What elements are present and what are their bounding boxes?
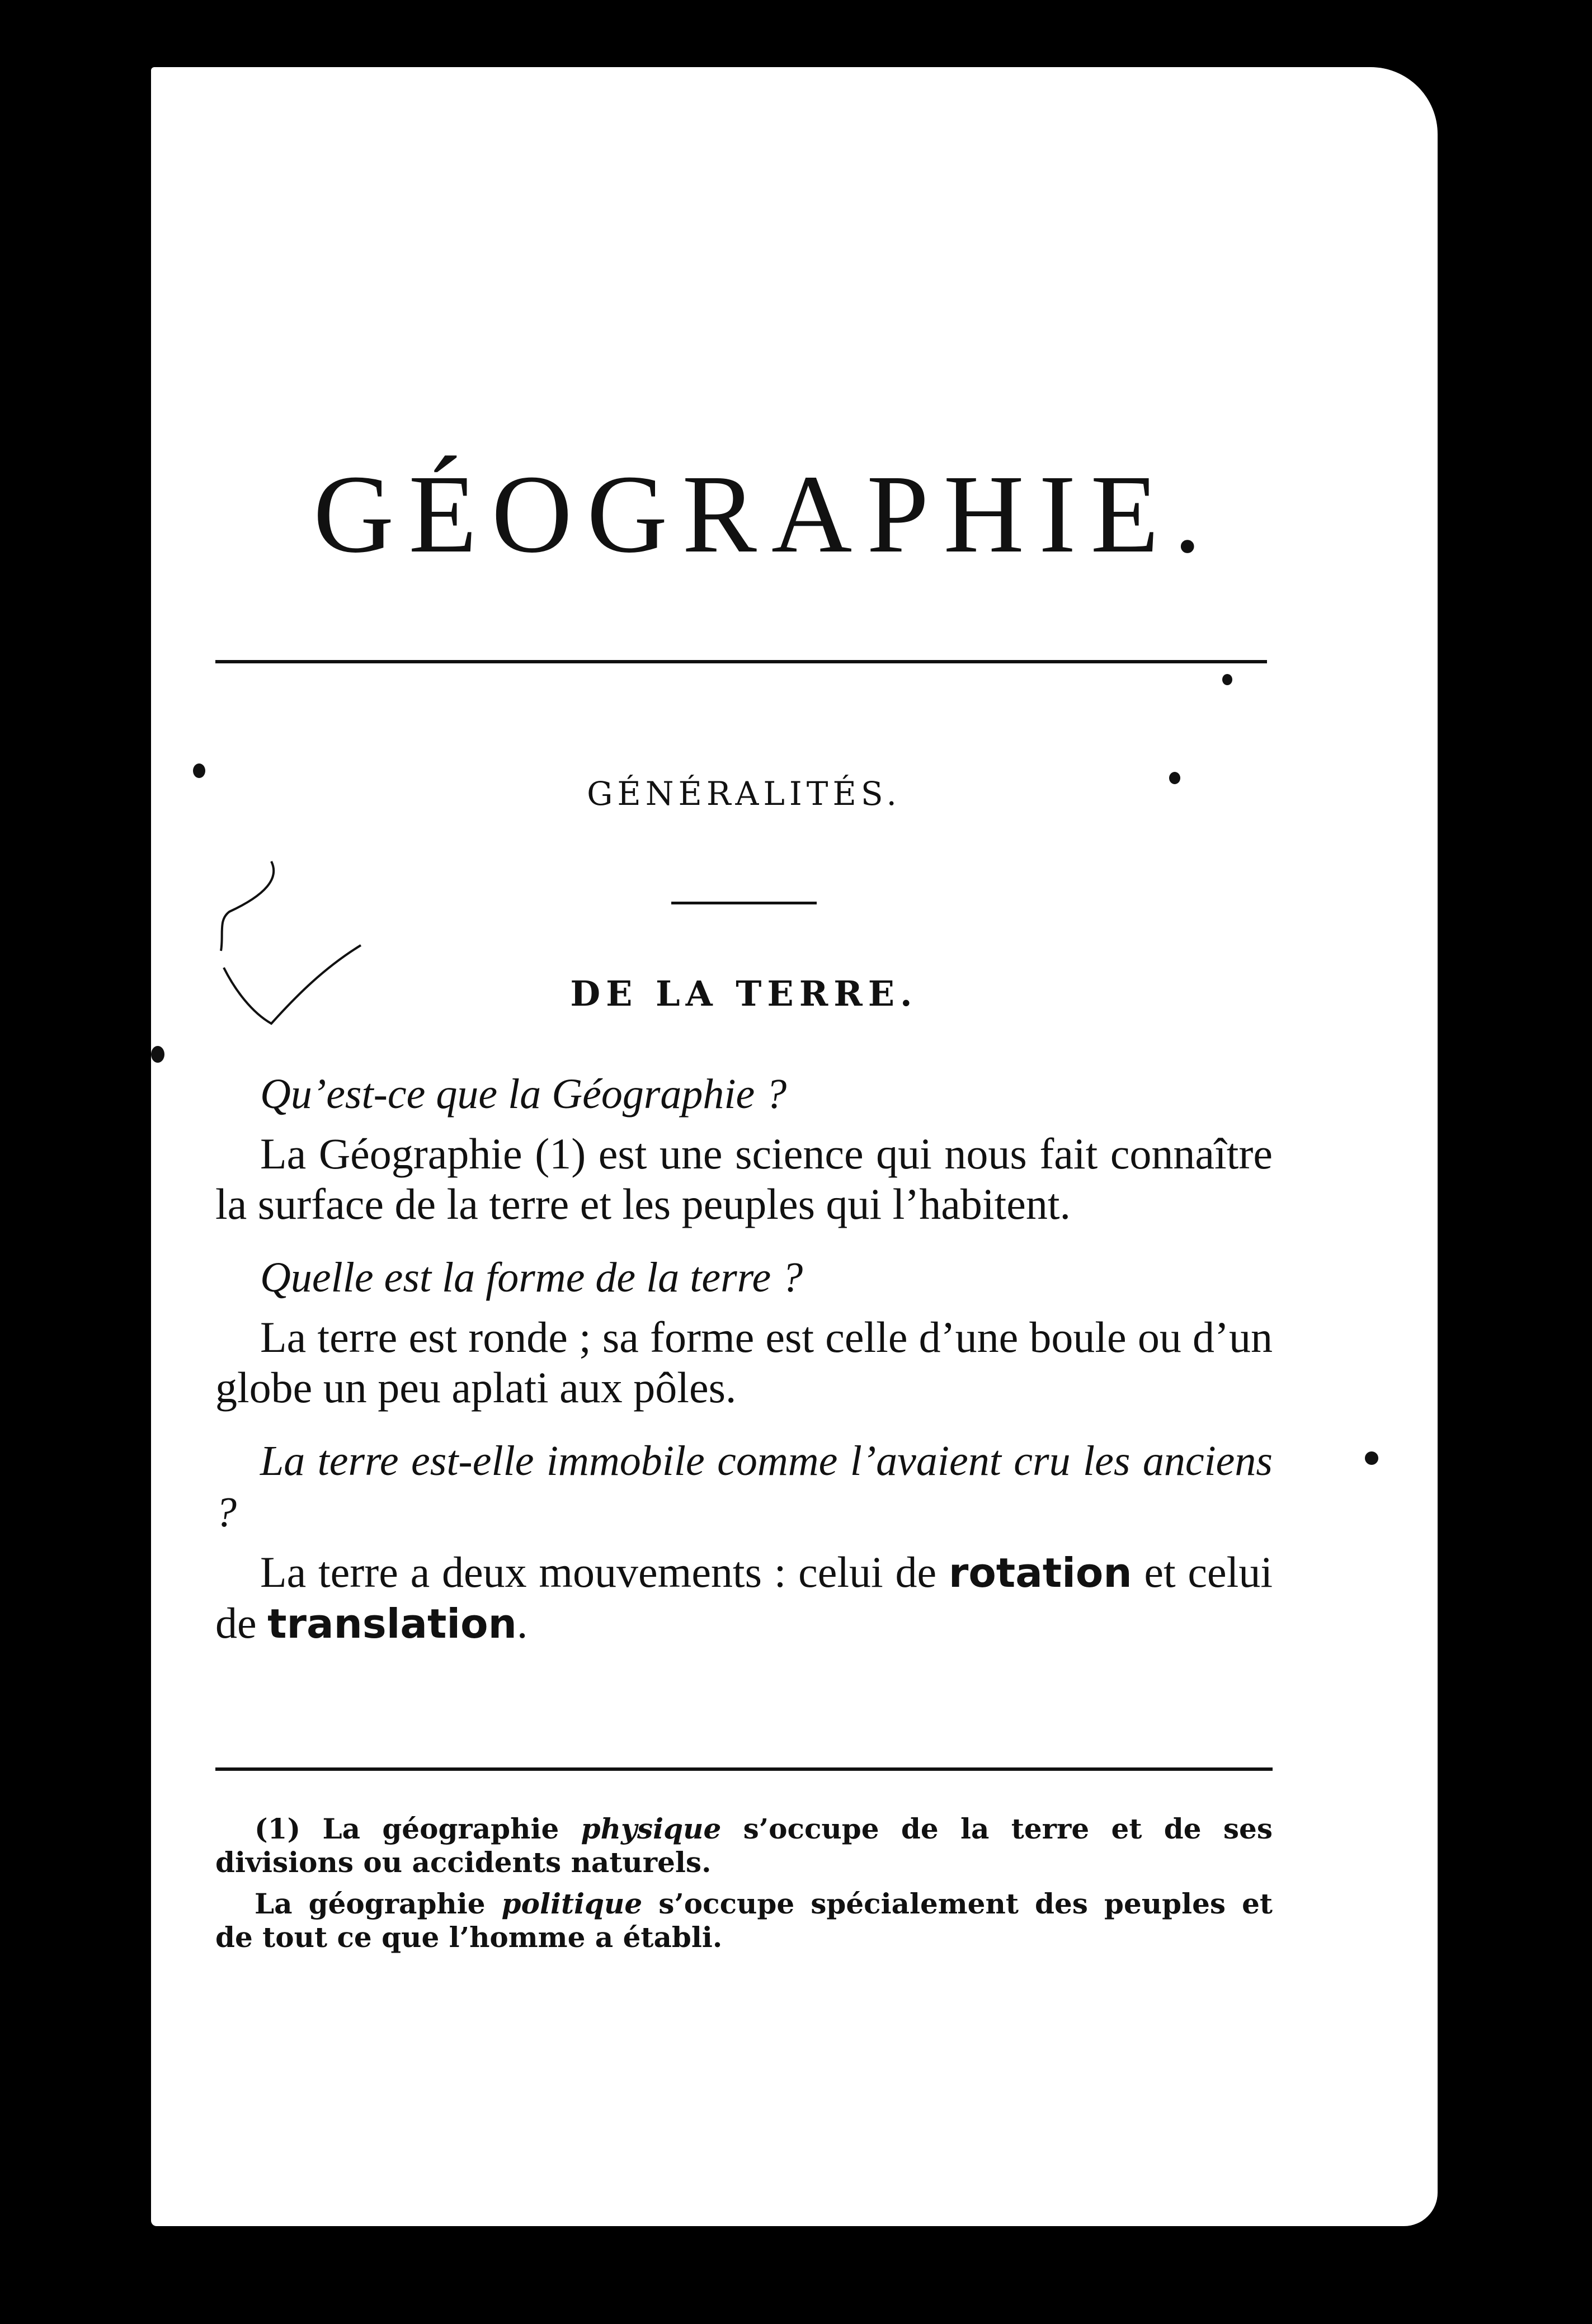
page-title: GÉOGRAPHIE. xyxy=(313,452,1216,576)
answer-3-suffix: . xyxy=(516,1599,528,1647)
term-translation: translation xyxy=(267,1600,517,1647)
answer-3 xyxy=(215,1547,1273,1649)
footnote-2-suffix: s’occupe spécialement des peuples et de tout ce que l’homme a établi. xyxy=(215,1887,1273,1954)
answer-2: La terre est ronde ; sa forme est celle d’une boule ou d’un globe un peu aplati aux pôles. xyxy=(215,1313,1273,1412)
ink-speck xyxy=(1222,674,1232,685)
footnote-1-term: physique xyxy=(581,1812,722,1845)
footnotes xyxy=(215,1812,1273,1962)
footnote-2-term: politique xyxy=(501,1887,643,1920)
ink-speck xyxy=(151,1046,164,1063)
question-3: La terre est-elle immobile comme l’avaient cru les anciens ? xyxy=(215,1437,1273,1536)
chapter-heading: DE LA TERRE. xyxy=(570,973,918,1014)
footnote-1-prefix: (1) La géographie xyxy=(255,1812,581,1845)
title-divider xyxy=(215,660,1267,663)
footnote-2-prefix: La géographie xyxy=(255,1887,502,1920)
answer-1: La Géographie (1) est une science qui nous fait connaître la surface de la terre et les peuples qui l’habitent. xyxy=(215,1129,1273,1228)
section-divider xyxy=(671,902,817,904)
footnote-2 xyxy=(215,1887,1273,1954)
footnote-1-suffix: s’occupe de la terre et de ses divisions ou accidents naturels. xyxy=(215,1812,1273,1879)
footnote-divider xyxy=(215,1767,1273,1771)
question-1: Qu’est-ce que la Géographie ? xyxy=(260,1071,787,1118)
answer-3-mid: et celui de xyxy=(215,1548,1273,1647)
book-spine-edge xyxy=(84,34,134,2271)
question-2: Quelle est la forme de la terre ? xyxy=(260,1254,803,1301)
section-heading: GÉNÉRALITÉS. xyxy=(587,775,901,813)
term-rotation: rotation xyxy=(948,1549,1132,1596)
footnote-1 xyxy=(215,1812,1273,1879)
answer-3-prefix: La terre a deux mouvements : celui de xyxy=(260,1548,949,1596)
ink-speck xyxy=(193,763,205,778)
ink-speck xyxy=(1365,1451,1378,1465)
question-answer-body xyxy=(215,1068,1273,1671)
